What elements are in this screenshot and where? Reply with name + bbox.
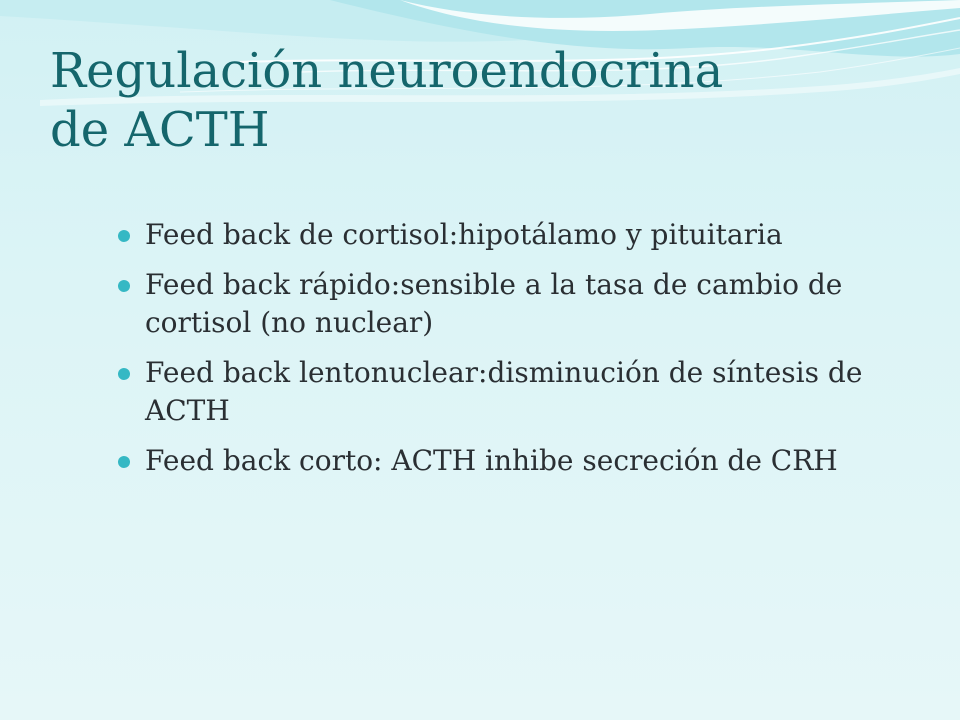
- bullet-text: Feed back lentonuclear:disminución de síntesis de ACTH: [145, 356, 863, 427]
- bullet-item-cortisol-feedback: [118, 216, 918, 254]
- bullet-item-slow-feedback: [118, 354, 918, 430]
- bullet-dot-icon: [118, 368, 130, 380]
- bullet-text: Feed back corto: ACTH inhibe secreción de CRH: [145, 444, 838, 477]
- bullet-item-short-feedback: [118, 442, 918, 480]
- title-line-1: Regulación neuroendocrina: [50, 43, 724, 99]
- bullet-text: Feed back de cortisol:hipotálamo y pituitaria: [145, 218, 783, 251]
- bullet-dot-icon: [118, 456, 130, 468]
- bullet-text: Feed back rápido:sensible a la tasa de cambio de cortisol (no nuclear): [145, 268, 843, 339]
- bullet-item-fast-feedback: [118, 266, 918, 342]
- bullet-list: [118, 216, 918, 492]
- bullet-dot-icon: [118, 280, 130, 292]
- slide-title: [50, 42, 930, 160]
- bullet-dot-icon: [118, 230, 130, 242]
- title-line-2: de ACTH: [50, 102, 270, 158]
